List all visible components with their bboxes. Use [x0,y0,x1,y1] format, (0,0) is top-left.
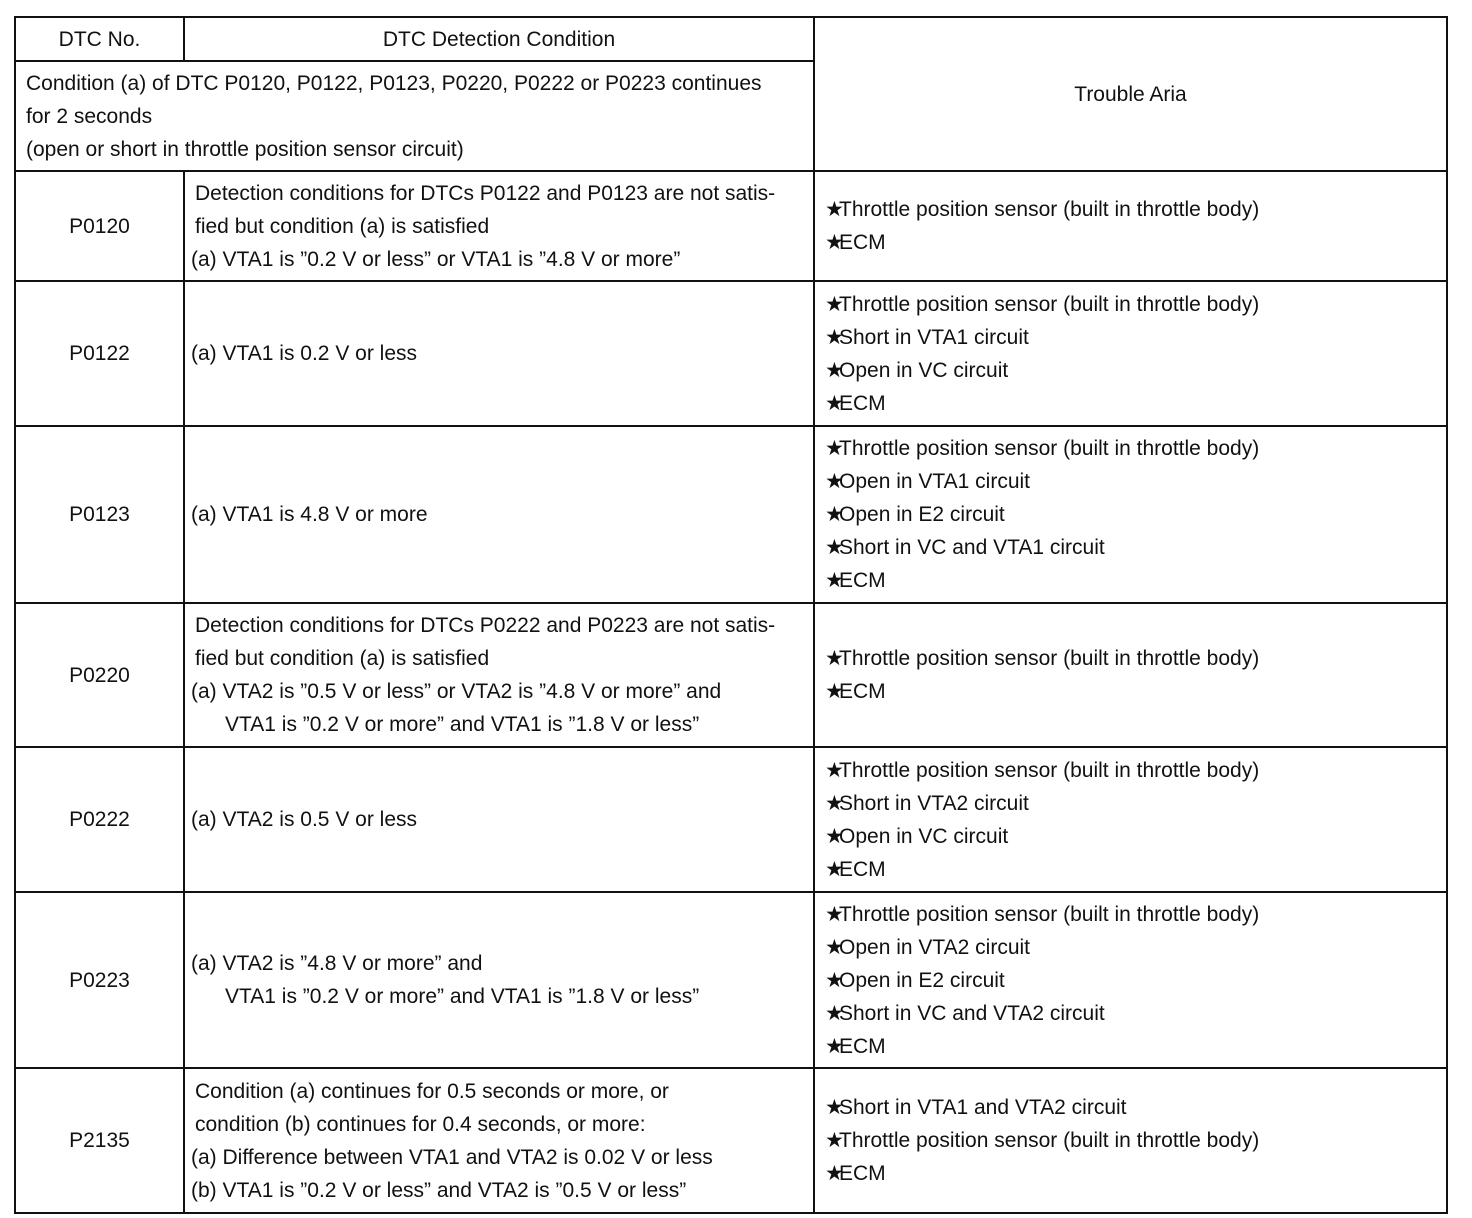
star-bullet-icon: ★ [825,391,841,415]
table-row [15,426,1447,603]
star-bullet-icon: ★ [825,325,841,349]
header-row [15,17,1447,61]
star-bullet-icon: ★ [825,536,841,559]
trouble-area-item: ★ECM [825,1157,1446,1190]
condition-line: fied but condition (a) is satisfied [195,214,490,238]
general-condition [15,61,814,171]
general-condition-line: Condition (a) of DTC P0120, P0122, P0123, P0220, P0222 or P0223 continues [26,71,762,95]
condition-line: VTA1 is ”0.2 V or more” and VTA1 is ”1.8 V or less” [225,985,700,1008]
star-bullet-icon: ★ [825,470,841,493]
trouble-area [814,747,1447,892]
star-bullet-icon: ★ [825,902,841,926]
trouble-area-item: ★Open in VTA2 circuit [825,931,1446,964]
condition-line: Detection conditions for DTCs P0222 and P0223 are not satis- [195,614,776,637]
header-detection-condition: DTC Detection Condition [184,17,814,61]
condition-line: (a) VTA1 is ”0.2 V or less” or VTA1 is ”4.8 V or more” [191,247,681,271]
trouble-area-item: ★Short in VC and VTA2 circuit [825,997,1446,1030]
trouble-area [814,281,1447,426]
trouble-area-item: ★Open in VTA1 circuit [825,465,1446,498]
star-bullet-icon: ★ [825,1001,841,1025]
star-bullet-icon: ★ [825,569,841,592]
trouble-area-item: ★Throttle position sensor (built in throttle body) [825,193,1446,226]
star-bullet-icon: ★ [825,935,841,959]
condition-line: (a) Difference between VTA1 and VTA2 is 0.02 V or less [191,1145,713,1169]
star-bullet-icon: ★ [825,647,841,670]
star-bullet-icon: ★ [825,857,841,881]
trouble-area-item: ★Short in VTA1 and VTA2 circuit [825,1091,1446,1124]
detection-condition [184,892,814,1068]
star-bullet-icon: ★ [825,292,841,316]
trouble-area [814,171,1447,281]
detection-condition [184,171,814,281]
dtc-code: P0222 [15,747,184,892]
trouble-area-item: ★Open in E2 circuit [825,498,1446,531]
condition-line: (a) VTA1 is 4.8 V or more [191,503,428,526]
trouble-area-item: ★Throttle position sensor (built in throttle body) [825,754,1446,787]
star-bullet-icon: ★ [825,791,841,815]
trouble-area-item: ★ECM [825,564,1446,597]
star-bullet-icon: ★ [825,1129,841,1152]
star-bullet-icon: ★ [825,1034,841,1058]
header-dtc-no: DTC No. [15,17,184,61]
trouble-area-item: ★ECM [825,675,1446,708]
table-row [15,1068,1447,1213]
condition-line: (a) VTA2 is ”4.8 V or more” and [191,952,483,975]
star-bullet-icon: ★ [825,437,841,460]
detection-condition [184,426,814,603]
dtc-code: P0220 [15,603,184,747]
condition-line: (a) VTA1 is 0.2 V or less [191,342,418,365]
star-bullet-icon: ★ [825,358,841,382]
header-trouble-area: Trouble Aria [814,17,1447,171]
star-bullet-icon: ★ [825,503,841,526]
trouble-area [814,892,1447,1068]
star-bullet-icon: ★ [825,231,841,254]
table-row [15,171,1447,281]
star-bullet-icon: ★ [825,680,841,703]
detection-condition [184,1068,814,1213]
trouble-area-item: ★ECM [825,1030,1446,1063]
detection-condition [184,603,814,747]
star-bullet-icon: ★ [825,968,841,992]
trouble-area-item: ★ECM [825,226,1446,259]
dtc-code: P0122 [15,281,184,426]
star-bullet-icon: ★ [825,198,841,221]
star-bullet-icon: ★ [825,758,841,782]
trouble-area [814,603,1447,747]
condition-line: (b) VTA1 is ”0.2 V or less” and VTA2 is ”0.5 V or less” [191,1178,687,1202]
detection-condition [184,747,814,892]
detection-condition [184,281,814,426]
trouble-area-item: ★Throttle position sensor (built in throttle body) [825,1124,1446,1157]
general-condition-line: for 2 seconds [26,104,153,128]
table-row [15,892,1447,1068]
trouble-area-item: ★Short in VTA2 circuit [825,787,1446,820]
star-bullet-icon: ★ [825,1096,841,1119]
trouble-area-item: ★Short in VC and VTA1 circuit [825,531,1446,564]
table-row [15,747,1447,892]
trouble-area-item: ★ECM [825,387,1446,420]
condition-line: (a) VTA2 is ”0.5 V or less” or VTA2 is ”4.8 V or more” and [191,680,722,703]
condition-line: condition (b) continues for 0.4 seconds, or more: [195,1112,646,1136]
trouble-area-item: ★Throttle position sensor (built in throttle body) [825,288,1446,321]
trouble-area [814,426,1447,603]
star-bullet-icon: ★ [825,824,841,848]
dtc-code: P2135 [15,1068,184,1213]
trouble-area-item: ★Short in VTA1 circuit [825,321,1446,354]
trouble-area-item: ★Open in E2 circuit [825,964,1446,997]
dtc-table [14,16,1448,1214]
condition-line: fied but condition (a) is satisfied [195,647,490,670]
condition-line: Condition (a) continues for 0.5 seconds or more, or [195,1079,669,1103]
general-condition-line: (open or short in throttle position sensor circuit) [26,137,464,161]
table-row [15,281,1447,426]
dtc-code: P0223 [15,892,184,1068]
trouble-area-item: ★Throttle position sensor (built in throttle body) [825,432,1446,465]
star-bullet-icon: ★ [825,1162,841,1185]
dtc-code: P0123 [15,426,184,603]
trouble-area-item: ★Throttle position sensor (built in throttle body) [825,898,1446,931]
dtc-code: P0120 [15,171,184,281]
trouble-area-item: ★Open in VC circuit [825,820,1446,853]
trouble-area-item: ★Throttle position sensor (built in throttle body) [825,642,1446,675]
condition-line: Detection conditions for DTCs P0122 and P0123 are not satis- [195,181,776,205]
trouble-area-item: ★Open in VC circuit [825,354,1446,387]
table-row [15,603,1447,747]
condition-line: VTA1 is ”0.2 V or more” and VTA1 is ”1.8 V or less” [225,713,700,736]
trouble-area [814,1068,1447,1213]
trouble-area-item: ★ECM [825,853,1446,886]
condition-line: (a) VTA2 is 0.5 V or less [191,808,418,831]
